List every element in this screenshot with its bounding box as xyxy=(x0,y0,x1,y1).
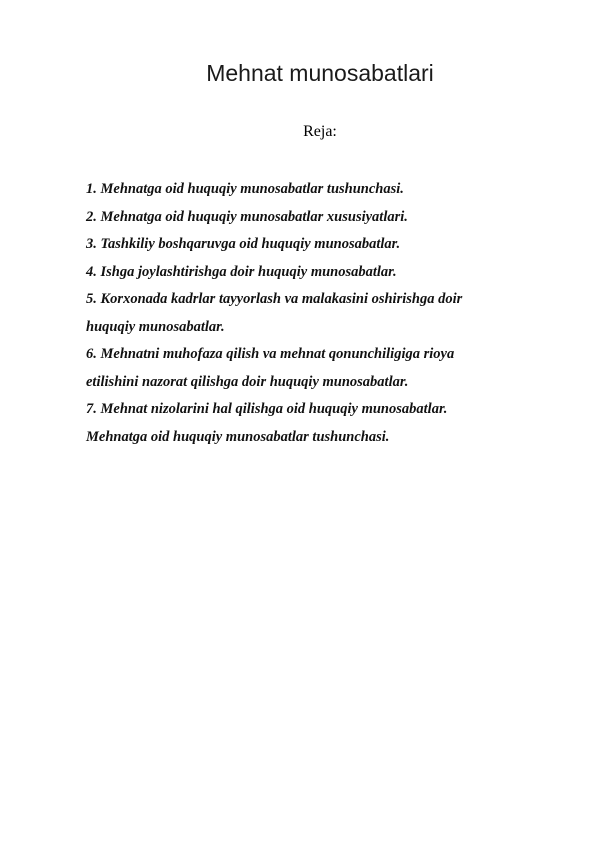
plan-line: 5. Korxonada kadrlar tayyorlash va malakasini oshirishga doir xyxy=(86,291,463,307)
plan-line: huquqiy munosabatlar. xyxy=(86,318,225,335)
plan-line: 2. Mehnatga oid huquqiy munosabatlar xususiyatlari. xyxy=(86,208,408,225)
plan-line: 4. Ishga joylashtirishga doir huquqiy munosabatlar. xyxy=(86,263,397,280)
plan-line: etilishini nazorat qilishga doir huquqiy munosabatlar. xyxy=(86,373,409,390)
plan-heading: Reja: xyxy=(303,123,337,140)
plan-line: 3. Tashkiliy boshqaruvga oid huquqiy munosabatlar. xyxy=(86,236,401,252)
plan-line: 7. Mehnat nizolarini hal qilishga oid huquqiy munosabatlar. xyxy=(86,401,448,417)
document-title: Mehnat munosabatlari xyxy=(206,60,434,86)
plan-line: 6. Mehnatni muhofaza qilish va mehnat qonunchiligiga rioya xyxy=(86,346,455,362)
section-heading: Mehnatga oid huquqiy munosabatlar tushunchasi. xyxy=(86,428,390,445)
plan-list xyxy=(86,176,526,451)
plan-line: 1. Mehnatga oid huquqiy munosabatlar tushunchasi. xyxy=(86,181,404,197)
